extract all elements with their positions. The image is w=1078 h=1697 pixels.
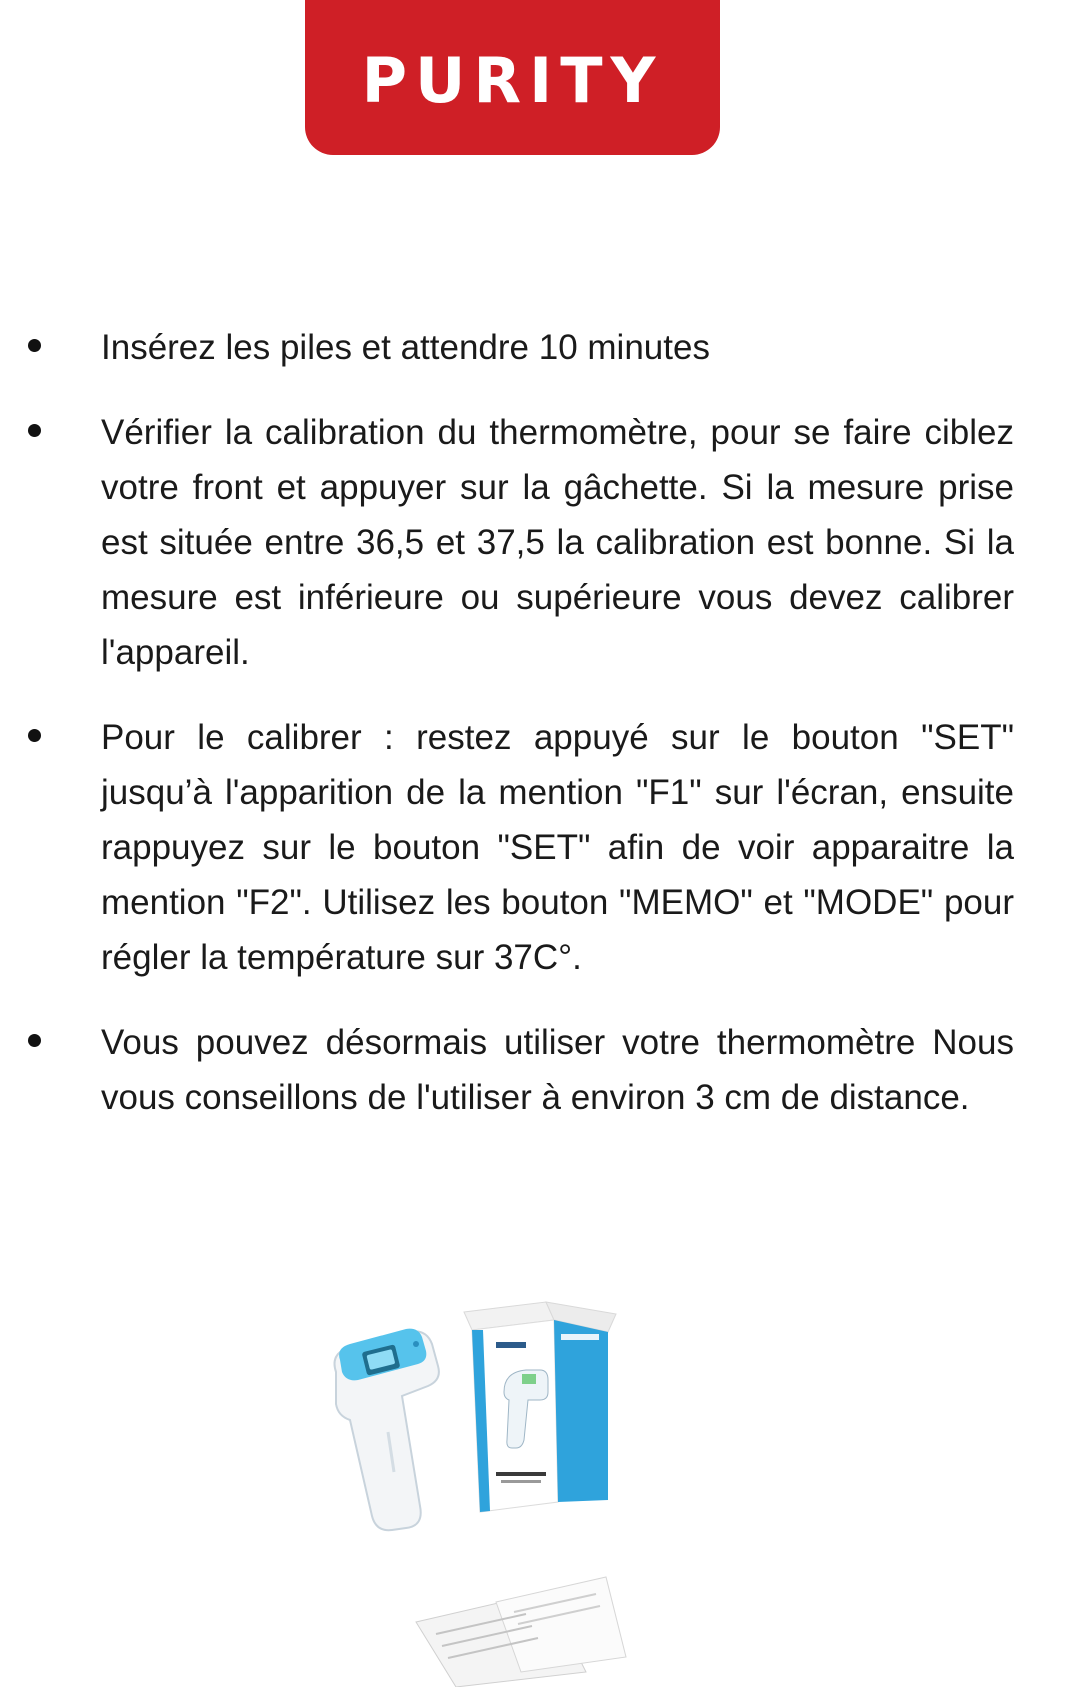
bullet-icon (28, 339, 41, 352)
instruction-item (0, 320, 1078, 375)
instruction-sheet (416, 1577, 626, 1687)
instruction-text: Pour le calibrer : restez appuyé sur le bouton "SET" jusqu’à l'apparition de la mention "F1" sur l'écran, ensuite rappuyez sur le bouton "SET" afin de voir apparaitre la mention "F2". Utilisez les bouton "MEMO" et "MODE" pour régler la température sur 37C°. (101, 718, 1014, 977)
instruction-text: Vous pouvez désormais utiliser votre thermomètre Nous vous conseillons de l'utiliser à environ 3 cm de distance. (101, 1023, 1014, 1117)
instruction-item (0, 405, 1078, 680)
bullet-icon (28, 424, 41, 437)
thermometer-icon (296, 1262, 696, 1687)
handheld-thermometer (335, 1329, 439, 1531)
instruction-text: Vérifier la calibration du thermomètre, pour se faire ciblez votre front et appuyer sur la gâchette. Si la mesure prise est située entre 36,5 et 37,5 la calibration est bonne. Si la mesure est inférieure ou supérieure vous devez calibrer l'appareil. (101, 413, 1014, 672)
instruction-item (0, 710, 1078, 985)
instruction-list (0, 320, 1078, 1155)
bullet-icon (28, 1034, 41, 1047)
logo-text: PURITY (361, 44, 664, 117)
product-box (464, 1302, 616, 1512)
instruction-item (0, 1015, 1078, 1125)
thermometer-product-image (296, 1262, 696, 1687)
purity-logo (305, 0, 720, 155)
bullet-icon (28, 729, 41, 742)
instruction-text: Insérez les piles et attendre 10 minutes (101, 328, 710, 367)
